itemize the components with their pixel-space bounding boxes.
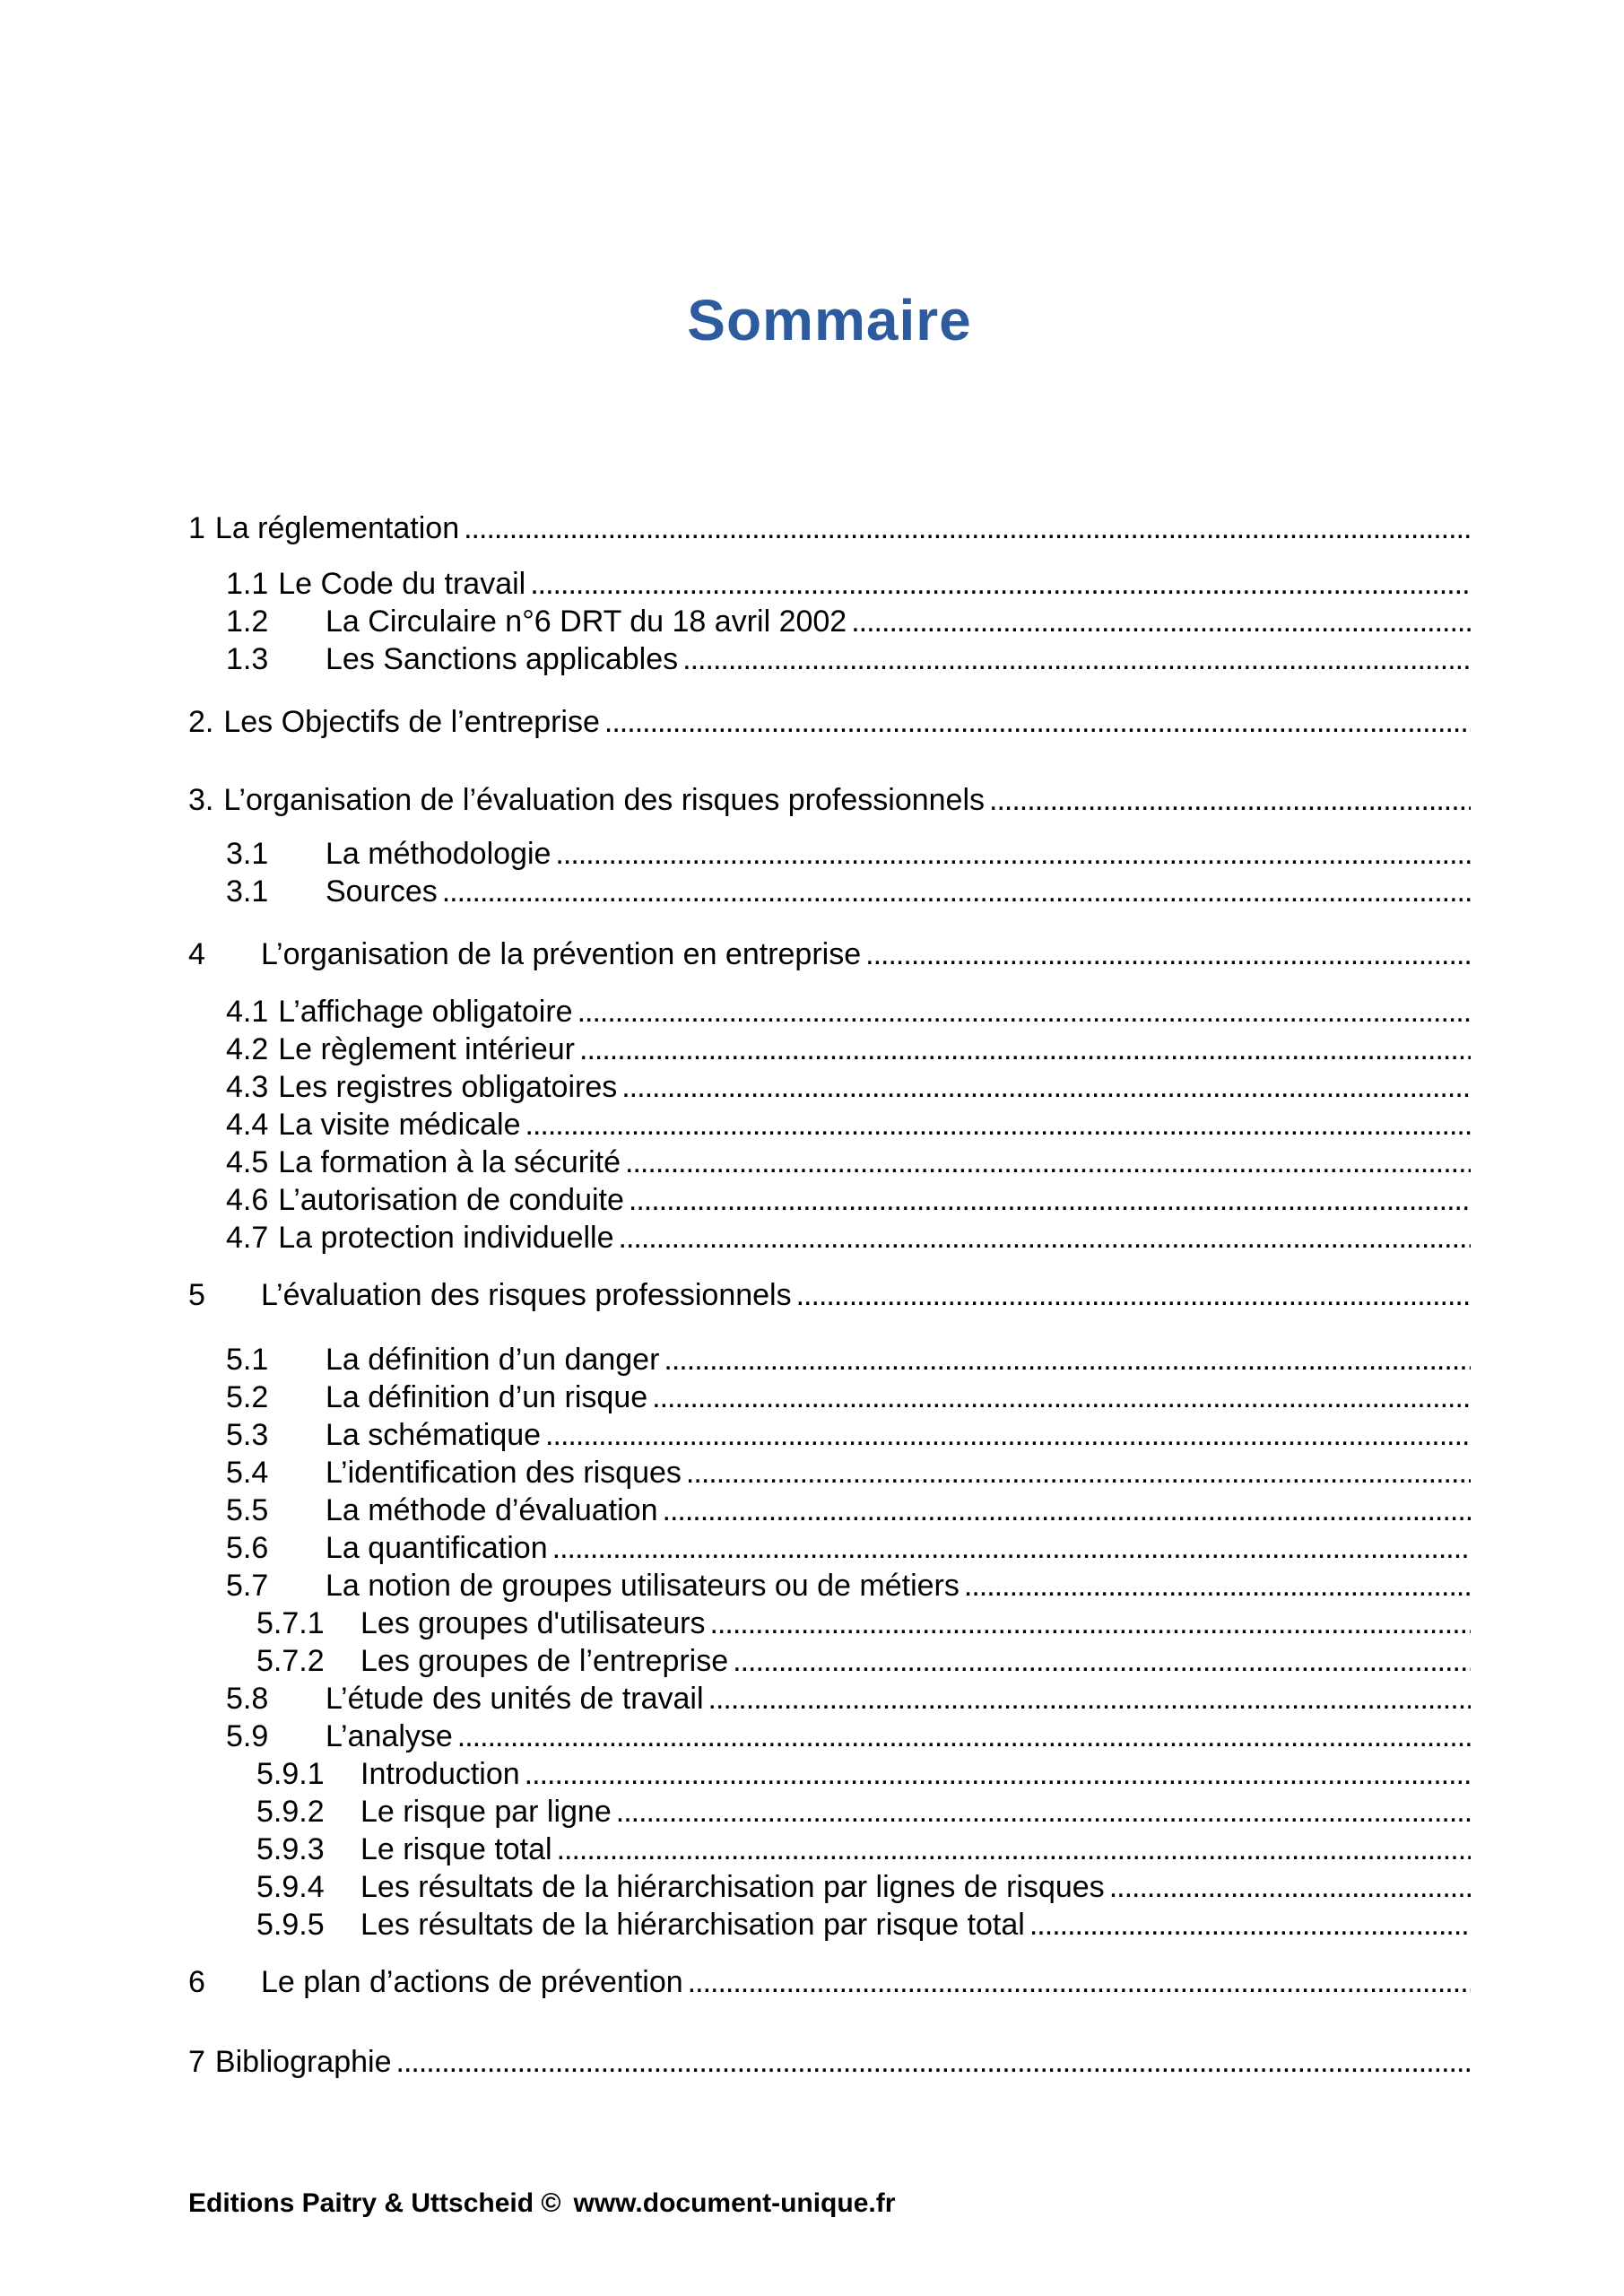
toc-entry[interactable] xyxy=(226,835,1471,873)
toc-entry[interactable] xyxy=(226,1031,1471,1068)
toc-dot-leader xyxy=(548,1529,1471,1567)
toc-entry[interactable] xyxy=(188,703,1471,741)
toc-entry[interactable] xyxy=(256,1642,1471,1680)
toc-entry-label: L’organisation de la prévention en entreprise xyxy=(261,937,862,971)
toc-entry-label: Les registres obligatoires xyxy=(278,1070,618,1104)
toc-dot-leader xyxy=(614,1219,1471,1257)
toc-dot-leader xyxy=(453,1718,1471,1755)
toc-entry-label: La quantification xyxy=(326,1531,548,1565)
toc-entry-label: La définition d’un danger xyxy=(326,1343,660,1377)
toc-entry-label: La formation à la sécurité xyxy=(278,1145,621,1179)
toc-entry[interactable] xyxy=(226,993,1471,1031)
toc-entry[interactable] xyxy=(256,1793,1471,1831)
toc-dot-leader xyxy=(647,1378,1471,1416)
toc-dot-leader xyxy=(792,1276,1471,1314)
toc-dot-leader xyxy=(541,1416,1471,1454)
toc-entry-label: La réglementation xyxy=(214,511,460,545)
toc-entry[interactable] xyxy=(226,1416,1471,1454)
toc-entry-number: 5.1 xyxy=(226,1343,269,1377)
toc-entry-number: 5.3 xyxy=(226,1418,269,1452)
toc-entry-number: 5.6 xyxy=(226,1531,269,1565)
toc-entry-number: 5.9.5 xyxy=(256,1908,325,1942)
toc-entry[interactable] xyxy=(226,1068,1471,1106)
page-title: Sommaire xyxy=(687,288,972,352)
toc-dot-leader xyxy=(521,1106,1471,1144)
toc-entry-number: 5 xyxy=(188,1278,205,1312)
toc-entry[interactable] xyxy=(188,935,1471,973)
toc-dot-leader xyxy=(612,1793,1471,1831)
toc-entry-label: La visite médicale xyxy=(278,1108,521,1142)
toc-entry-label: L’organisation de l’évaluation des risques professionnels xyxy=(223,783,986,817)
toc-entry-label: L’étude des unités de travail xyxy=(326,1682,704,1716)
toc-entry-number: 1 xyxy=(188,511,205,545)
toc-entry-number: 1.3 xyxy=(226,642,269,676)
toc-entry-number: 2. xyxy=(188,705,214,739)
toc-dot-leader xyxy=(960,1567,1471,1605)
toc-dot-leader xyxy=(861,935,1471,973)
toc-entry-number: 4.6 xyxy=(226,1183,269,1217)
toc-entry-number: 3.1 xyxy=(226,837,269,871)
toc-dot-leader xyxy=(438,873,1471,910)
toc-entry-label: Les Objectifs de l’entreprise xyxy=(223,705,600,739)
toc-entry-label: Les résultats de la hiérarchisation par lignes de risques xyxy=(360,1870,1105,1904)
toc-entry-label: Les groupes d'utilisateurs xyxy=(360,1606,706,1640)
toc-entry-number: 5.2 xyxy=(226,1380,269,1414)
toc-entry[interactable] xyxy=(226,603,1471,640)
toc-entry[interactable] xyxy=(226,1567,1471,1605)
toc-entry-label: Le règlement intérieur xyxy=(278,1032,576,1066)
toc-dot-leader xyxy=(678,640,1471,678)
toc-entry-label: L’analyse xyxy=(326,1719,453,1753)
toc-entry-number: 3.1 xyxy=(226,874,269,909)
toc-dot-leader xyxy=(659,1341,1471,1378)
toc-entry[interactable] xyxy=(226,1492,1471,1529)
toc-entry[interactable] xyxy=(226,1219,1471,1257)
toc-dot-leader xyxy=(520,1755,1471,1793)
toc-entry-label: La définition d’un risque xyxy=(326,1380,648,1414)
toc-entry-number: 4.7 xyxy=(226,1221,269,1255)
toc-dot-leader xyxy=(575,1031,1471,1068)
toc-entry-label: L’autorisation de conduite xyxy=(278,1183,624,1217)
toc-entry[interactable] xyxy=(226,1144,1471,1181)
toc-entry-number: 5.9 xyxy=(226,1719,269,1753)
toc-entry[interactable] xyxy=(226,1529,1471,1567)
toc-entry[interactable] xyxy=(188,1963,1471,2001)
toc-dot-leader xyxy=(392,2043,1471,2081)
toc-entry[interactable] xyxy=(226,873,1471,910)
toc-entry[interactable] xyxy=(226,1341,1471,1378)
footer-url[interactable]: www.document-unique.fr xyxy=(573,2188,896,2218)
toc-entry[interactable] xyxy=(256,1755,1471,1793)
toc-entry-number: 4 xyxy=(188,937,205,971)
toc-entry-label: La Circulaire n°6 DRT du 18 avril 2002 xyxy=(326,604,847,639)
toc-entry-label: La schématique xyxy=(326,1418,542,1452)
toc-entry-label: L’évaluation des risques professionnels xyxy=(261,1278,792,1312)
toc-dot-leader xyxy=(728,1642,1471,1680)
toc-entry-number: 4.3 xyxy=(226,1070,269,1104)
toc-entry-number: 5.9.1 xyxy=(256,1757,325,1791)
toc-entry[interactable] xyxy=(188,509,1471,547)
toc-entry-number: 4.5 xyxy=(226,1145,269,1179)
toc-dot-leader xyxy=(658,1492,1472,1529)
toc-entry-number: 1.2 xyxy=(226,604,269,639)
toc-dot-leader xyxy=(573,993,1471,1031)
toc-dot-leader xyxy=(624,1181,1471,1219)
toc-entry-label: La notion de groupes utilisateurs ou de métiers xyxy=(326,1569,960,1603)
toc-entry-label: L’identification des risques xyxy=(326,1456,682,1490)
toc-entry-label: L’affichage obligatoire xyxy=(278,995,573,1029)
toc-entry-number: 7 xyxy=(188,2045,205,2079)
toc-dot-leader xyxy=(617,1068,1471,1106)
toc-entry-number: 5.7 xyxy=(226,1569,269,1603)
toc-dot-leader xyxy=(706,1605,1472,1642)
toc-entry-number: 5.5 xyxy=(226,1493,269,1527)
toc-entry-label: Sources xyxy=(326,874,438,909)
toc-entry-number: 5.8 xyxy=(226,1682,269,1716)
toc-entry-label: Le risque total xyxy=(360,1832,552,1866)
toc-entry-label: Le risque par ligne xyxy=(360,1795,612,1829)
footer-publisher: Editions Paitry & Uttscheid © xyxy=(188,2188,561,2218)
toc-entry-number: 5.9.4 xyxy=(256,1870,325,1904)
toc-entry-label: Les résultats de la hiérarchisation par risque total xyxy=(360,1908,1025,1942)
toc-entry-label: Les groupes de l’entreprise xyxy=(360,1644,729,1678)
toc-entry[interactable] xyxy=(226,1106,1471,1144)
toc-entry-label: Le plan d’actions de prévention xyxy=(261,1965,683,1999)
toc-entry-number: 5.4 xyxy=(226,1456,269,1490)
toc-entry-label: Bibliographie xyxy=(214,2045,392,2079)
toc-entry-label: Introduction xyxy=(360,1757,520,1791)
toc-entry[interactable] xyxy=(256,1831,1471,1868)
toc-dot-leader xyxy=(682,1454,1471,1492)
toc-dot-leader xyxy=(704,1680,1471,1718)
toc-dot-leader xyxy=(1105,1868,1471,1906)
toc-entry-number: 4.1 xyxy=(226,995,269,1029)
toc-entry[interactable] xyxy=(188,1276,1471,1314)
toc-entry[interactable] xyxy=(226,1181,1471,1219)
toc-dot-leader xyxy=(621,1144,1471,1181)
toc-entry-number: 5.7.1 xyxy=(256,1606,325,1640)
toc-entry[interactable] xyxy=(226,1378,1471,1416)
toc-dot-leader xyxy=(683,1963,1471,2001)
toc-dot-leader xyxy=(1025,1906,1471,1944)
toc-entry-number: 5.9.2 xyxy=(256,1795,325,1829)
toc-entry[interactable] xyxy=(226,1454,1471,1492)
toc-entry-label: Les Sanctions applicables xyxy=(326,642,679,676)
toc-entry-number: 6 xyxy=(188,1965,205,1999)
toc-entry-number: 4.2 xyxy=(226,1032,269,1066)
toc-entry-label: Le Code du travail xyxy=(278,567,526,601)
toc-entry-label: La méthodologie xyxy=(326,837,551,871)
toc-entry[interactable] xyxy=(256,1868,1471,1906)
toc-dot-leader xyxy=(847,603,1471,640)
toc-entry[interactable] xyxy=(256,1605,1471,1642)
toc-entry[interactable] xyxy=(256,1906,1471,1944)
table-of-contents xyxy=(188,509,1471,2081)
toc-dot-leader xyxy=(459,509,1471,547)
toc-entry-label: La méthode d’évaluation xyxy=(326,1493,658,1527)
toc-entry[interactable] xyxy=(226,565,1471,603)
toc-entry-number: 5.9.3 xyxy=(256,1832,325,1866)
toc-dot-leader xyxy=(600,703,1471,741)
toc-entry-number: 1.1 xyxy=(226,567,269,601)
toc-entry[interactable] xyxy=(226,1680,1471,1718)
toc-dot-leader xyxy=(985,781,1471,819)
toc-entry[interactable] xyxy=(188,781,1471,819)
page-footer xyxy=(188,2188,895,2219)
toc-dot-leader xyxy=(525,565,1471,603)
toc-entry-number: 4.4 xyxy=(226,1108,269,1142)
toc-entry-number: 5.7.2 xyxy=(256,1644,325,1678)
toc-dot-leader xyxy=(551,835,1471,873)
toc-entry[interactable] xyxy=(226,1718,1471,1755)
toc-dot-leader xyxy=(552,1831,1471,1868)
toc-entry[interactable] xyxy=(188,2043,1471,2081)
toc-entry-label: La protection individuelle xyxy=(278,1221,614,1255)
toc-entry-number: 3. xyxy=(188,783,214,817)
toc-entry[interactable] xyxy=(226,640,1471,678)
